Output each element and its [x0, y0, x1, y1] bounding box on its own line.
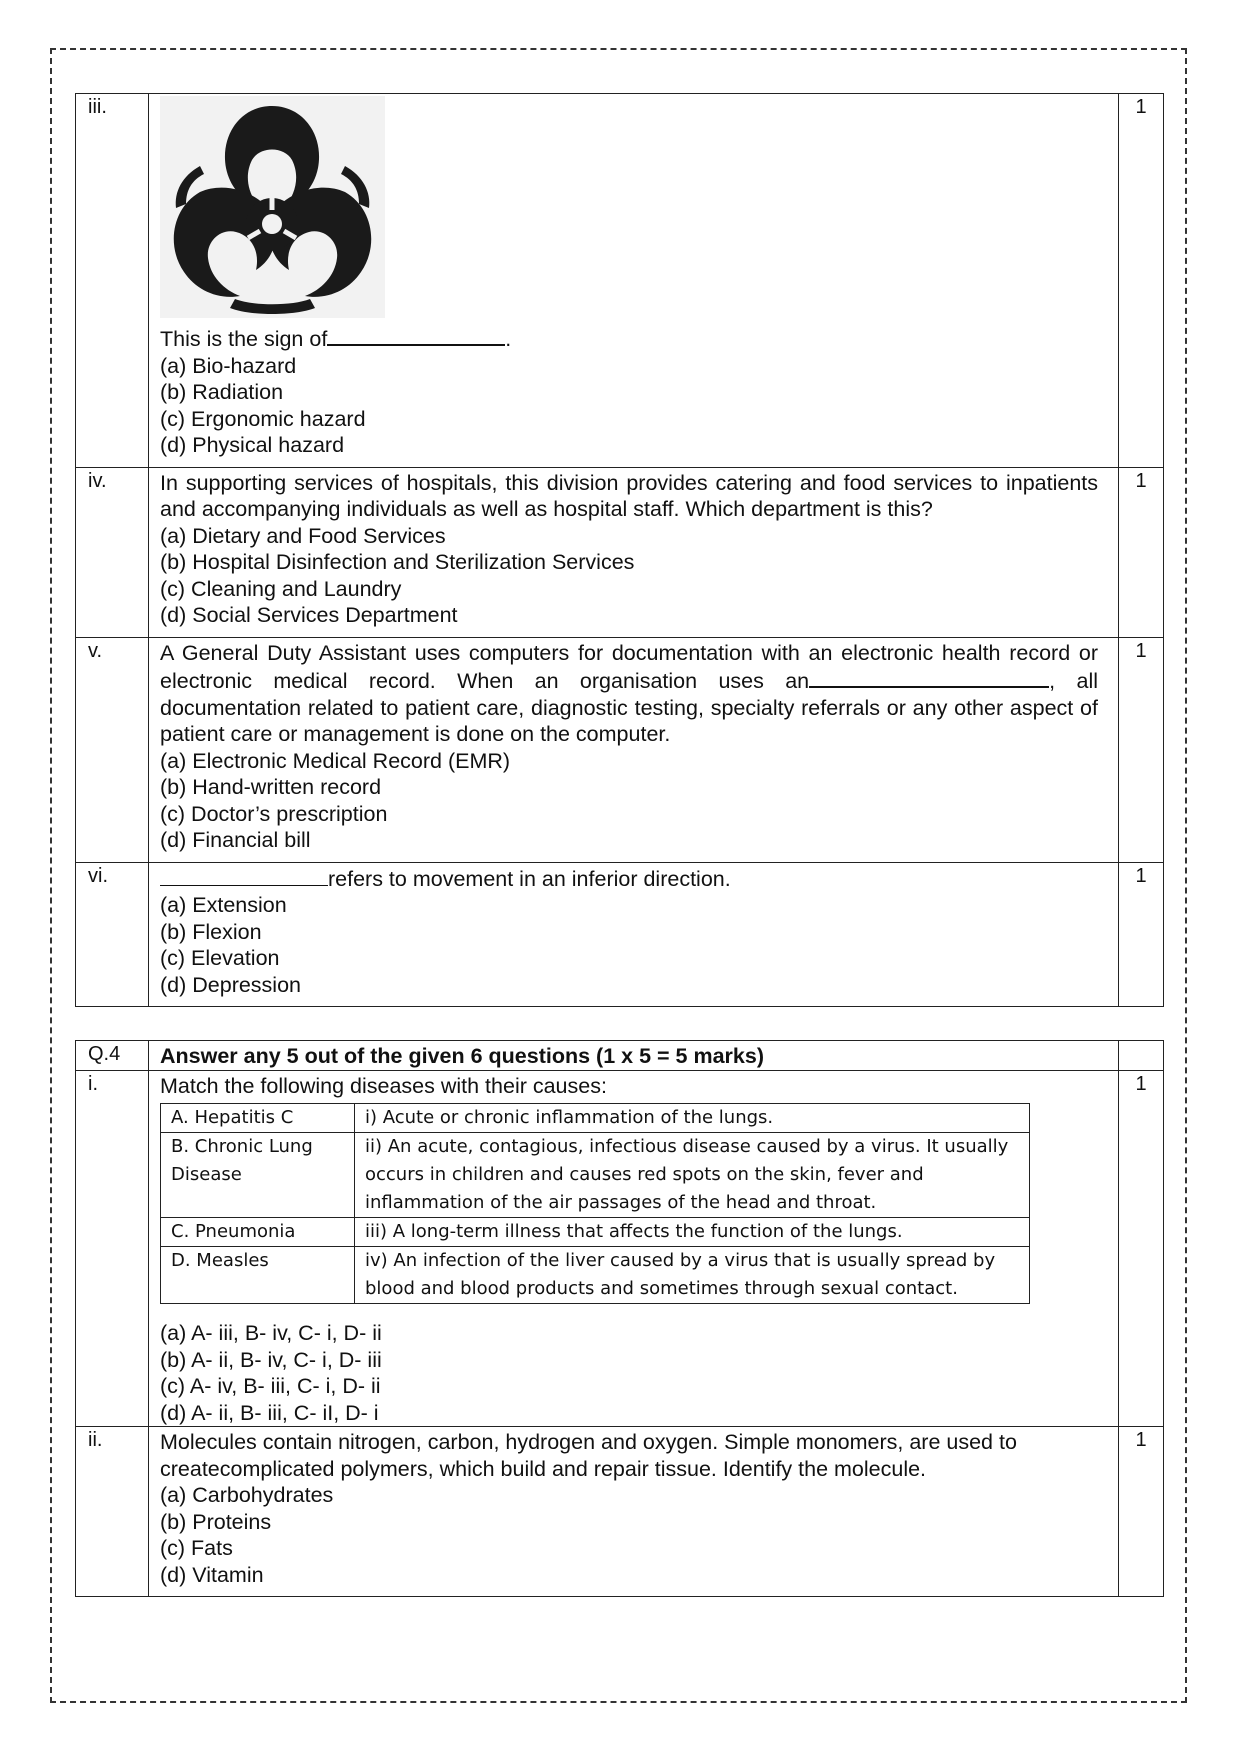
- question-body: [149, 637, 1119, 862]
- question-stem: A General Duty Assistant uses computers for documentation with an electronic health record or electronic medical record. When an organisation uses an , all documentation related to patient care, diagnostic testing, specialty referrals or any other aspect of patient care or management is done on the computer.: [160, 640, 1098, 746]
- match-row: [161, 1133, 1030, 1218]
- question-table-section-4: [75, 1040, 1164, 1597]
- question-stem-end: .: [505, 327, 512, 351]
- option-c: (c) A- iv, B- iii, C- i, D- ii: [160, 1374, 381, 1398]
- question-body: [149, 94, 1119, 468]
- question-row-vi: [76, 862, 1164, 1007]
- question-marks: 1: [1119, 862, 1164, 1007]
- question-number: v.: [76, 637, 149, 862]
- match-disease: D. Measles: [161, 1247, 355, 1304]
- section-label: Q.4: [76, 1041, 149, 1071]
- option-b: (b) Hand-written record: [160, 775, 382, 799]
- question-number: vi.: [76, 862, 149, 1007]
- question-marks: 1: [1119, 1070, 1164, 1427]
- section-heading: Answer any 5 out of the given 6 questions (1 x 5 = 5 marks): [149, 1041, 1119, 1071]
- match-cause: i) Acute or chronic inflammation of the lungs.: [355, 1104, 1030, 1133]
- question-marks: 1: [1119, 94, 1164, 468]
- question-body: [149, 1070, 1119, 1427]
- option-d: (d) A- ii, B- iii, C- iI, D- i: [160, 1400, 379, 1425]
- answer-blank: [809, 666, 1049, 688]
- question-number: iv.: [76, 467, 149, 637]
- option-c: (c) Fats: [160, 1536, 233, 1560]
- option-d: (d) Vitamin: [160, 1562, 264, 1587]
- question-row-v: [76, 637, 1164, 862]
- question-marks: 1: [1119, 467, 1164, 637]
- question-marks: 1: [1119, 1427, 1164, 1597]
- question-row-iii: [76, 94, 1164, 468]
- option-a: (a) Electronic Medical Record (EMR): [160, 748, 511, 773]
- question-stem: In supporting services of hospitals, this division provides catering and food services to inpatients and accompanying individuals as well as hospital staff. Which department is this?: [160, 470, 1098, 521]
- option-a: (a) A- iii, B- iv, C- i, D- ii: [160, 1321, 382, 1345]
- match-disease: A. Hepatitis C: [161, 1104, 355, 1133]
- match-cause: ii) An acute, contagious, infectious disease caused by a virus. It usually occurs in children and causes red spots on the skin, fever and inflammation of the air passages of the head and throat.: [355, 1133, 1030, 1218]
- question-marks: 1: [1119, 637, 1164, 862]
- option-a: (a) Extension: [160, 893, 287, 917]
- question-row-i: [76, 1070, 1164, 1427]
- option-a: (a) Dietary and Food Services: [160, 523, 446, 548]
- option-c: (c) Ergonomic hazard: [160, 406, 366, 431]
- option-b: (b) Radiation: [160, 380, 284, 404]
- match-row: [161, 1218, 1030, 1247]
- option-c: (c) Doctor’s prescription: [160, 801, 388, 826]
- question-row-ii: [76, 1427, 1164, 1597]
- answer-blank: [160, 865, 328, 886]
- question-stem: refers to movement in an inferior direction.: [328, 866, 731, 891]
- option-c: (c) Cleaning and Laundry: [160, 576, 402, 601]
- question-stem: This is the sign of: [160, 327, 328, 351]
- section-header-row: [76, 1041, 1164, 1071]
- match-disease: B. Chronic Lung Disease: [161, 1133, 355, 1218]
- option-c: (c) Elevation: [160, 946, 280, 970]
- question-row-iv: [76, 467, 1164, 637]
- match-row: [161, 1247, 1030, 1304]
- answer-blank: [327, 324, 505, 346]
- match-table: [160, 1103, 1030, 1304]
- option-d: (d) Financial bill: [160, 828, 311, 852]
- option-b: (b) A- ii, B- iv, C- i, D- iii: [160, 1347, 382, 1372]
- question-body: [149, 862, 1119, 1007]
- question-number: iii.: [76, 94, 149, 468]
- biohazard-symbol-icon: [160, 96, 385, 318]
- match-cause: iv) An infection of the liver caused by a virus that is usually spread by blood and blood products and sometimes through sexual contact.: [355, 1247, 1030, 1304]
- match-cause: iii) A long-term illness that affects the function of the lungs.: [355, 1218, 1030, 1247]
- question-stem: Molecules contain nitrogen, carbon, hydrogen and oxygen. Simple monomers, are used to createcomplicated polymers, which build and repair tissue. Identify the molecule.: [160, 1430, 1017, 1481]
- option-b: (b) Hospital Disinfection and Sterilization Services: [160, 550, 635, 574]
- option-d: (d) Physical hazard: [160, 433, 345, 457]
- match-disease: C. Pneumonia: [161, 1218, 355, 1247]
- question-table-section-3: [75, 93, 1164, 1007]
- section-marks-cell: [1119, 1041, 1164, 1071]
- option-a: (a) Carbohydrates: [160, 1483, 334, 1507]
- question-number: ii.: [76, 1427, 149, 1597]
- option-b: (b) Proteins: [160, 1509, 272, 1534]
- option-d: (d) Depression: [160, 972, 301, 997]
- question-body: [149, 1427, 1119, 1597]
- question-stem: Match the following diseases with their causes:: [160, 1073, 607, 1098]
- match-row: [161, 1104, 1030, 1133]
- question-number: i.: [76, 1070, 149, 1427]
- option-d: (d) Social Services Department: [160, 603, 458, 627]
- option-b: (b) Flexion: [160, 919, 262, 944]
- option-a: (a) Bio-hazard: [160, 353, 297, 378]
- question-body: [149, 467, 1119, 637]
